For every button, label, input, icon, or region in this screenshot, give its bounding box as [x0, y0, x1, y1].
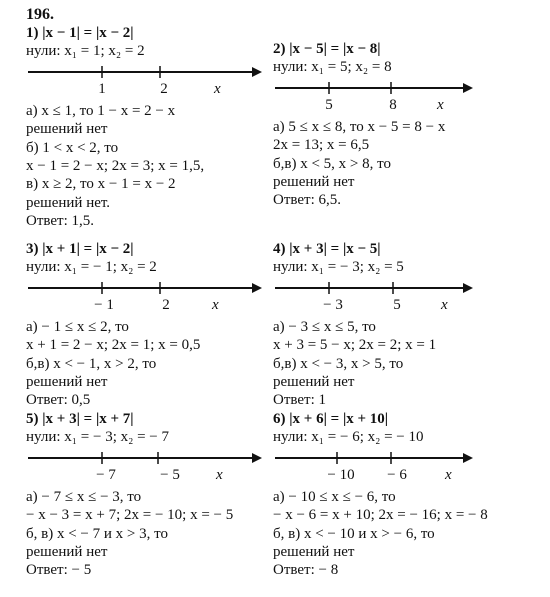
problem-4	[273, 240, 518, 410]
solution-line: а) − 3 ≤ x ≤ 5, то	[273, 318, 376, 335]
problem-1	[26, 24, 271, 231]
tick-label: − 1	[94, 296, 114, 313]
solution-line: решений нет	[26, 374, 108, 391]
zeros-line: нули: x₁ = − 1; x₂ = 2	[26, 259, 157, 276]
tick-label: − 3	[323, 296, 343, 313]
solution-line: а) − 1 ≤ x ≤ 2, то	[26, 318, 129, 335]
axis-var: x	[441, 296, 448, 313]
answer: Ответ: 6,5.	[273, 192, 342, 209]
answer: Ответ: − 5	[26, 562, 92, 579]
number-line	[26, 62, 266, 96]
tick-label: − 10	[327, 466, 355, 483]
solution-line: решений нет.	[26, 194, 111, 211]
equation: 2) |x − 5| = |x − 8|	[273, 41, 381, 57]
tick-label: 2	[162, 296, 170, 313]
answer: Ответ: 1	[273, 392, 327, 409]
tick-label: 2	[160, 80, 168, 97]
tick-label: 1	[98, 80, 106, 97]
axis-var: x	[212, 296, 219, 313]
axis-var: x	[216, 466, 223, 483]
solution-line: а) x ≤ 1, то 1 − x = 2 − x	[26, 102, 176, 119]
solution-line: решений нет	[26, 544, 108, 561]
equation: 5) |x + 3| = |x + 7|	[26, 411, 134, 427]
solution-line: а) − 7 ≤ x ≤ − 3, то	[26, 488, 142, 505]
problem-3	[26, 240, 271, 410]
axis-var: x	[445, 466, 452, 483]
equation: 6) |x + 6| = |x + 10|	[273, 411, 389, 427]
solution-line: x + 1 = 2 − x; 2x = 1; x = 0,5	[26, 337, 201, 354]
problem-5	[26, 410, 271, 580]
number-line	[26, 448, 266, 482]
solution-line: решений нет	[26, 121, 108, 138]
solution-line: в) x ≥ 2, то x − 1 = x − 2	[26, 176, 176, 193]
answer: Ответ: 0,5	[26, 392, 91, 409]
zeros-line: нули: x₁ = 5; x₂ = 8	[273, 59, 392, 76]
equation: 4) |x + 3| = |x − 5|	[273, 241, 381, 257]
zeros-line: нули: x₁ = 1; x₂ = 2	[26, 43, 145, 60]
axis-var: x	[214, 80, 221, 97]
zeros-line: нули: x₁ = − 6; x₂ = − 10	[273, 429, 424, 446]
solution-line: а) − 10 ≤ x ≤ − 6, то	[273, 488, 396, 505]
solution-line: б,в) x < 5, x > 8, то	[273, 155, 391, 172]
solution-line: − x − 3 = x + 7; 2x = − 10; x = − 5	[26, 507, 234, 524]
heading: 196.	[26, 6, 54, 23]
equation: 1) |x − 1| = |x − 2|	[26, 25, 134, 41]
solution-line: x − 1 = 2 − x; 2x = 3; x = 1,5,	[26, 158, 205, 175]
equation: 3) |x + 1| = |x − 2|	[26, 241, 134, 257]
tick-label: − 5	[160, 466, 180, 483]
tick-label: 8	[389, 96, 397, 113]
solution-line: решений нет	[273, 174, 355, 191]
solution-line: б, в) x < − 10 и x > − 6, то	[273, 525, 435, 542]
answer: Ответ: − 8	[273, 562, 339, 579]
solution-line: − x − 6 = x + 10; 2x = − 16; x = − 8	[273, 507, 488, 524]
number-line	[273, 78, 513, 112]
solution-line: б,в) x < − 3, x > 5, то	[273, 355, 404, 372]
solution-line: а) 5 ≤ x ≤ 8, то x − 5 = 8 − x	[273, 118, 446, 135]
tick-label: − 7	[96, 466, 116, 483]
tick-label: − 6	[387, 466, 407, 483]
number-line	[26, 278, 266, 312]
solution-line: б) 1 < x < 2, то	[26, 139, 119, 156]
number-line	[273, 448, 513, 482]
solution-line: решений нет	[273, 374, 355, 391]
solution-line: x + 3 = 5 − x; 2x = 2; x = 1	[273, 337, 437, 354]
zeros-line: нули: x₁ = − 3; x₂ = 5	[273, 259, 404, 276]
tick-label: 5	[393, 296, 401, 313]
solution-line: б, в) x < − 7 и x > 3, то	[26, 525, 168, 542]
solution-line: б,в) x < − 1, x > 2, то	[26, 355, 157, 372]
solution-line: 2x = 13; x = 6,5	[273, 137, 370, 154]
solution-line: решений нет	[273, 544, 355, 561]
axis-var: x	[437, 96, 444, 113]
problem-2	[273, 40, 518, 210]
answer: Ответ: 1,5.	[26, 213, 95, 230]
zeros-line: нули: x₁ = − 3; x₂ = − 7	[26, 429, 170, 446]
number-line	[273, 278, 513, 312]
problem-6	[273, 410, 518, 580]
tick-label: 5	[325, 96, 333, 113]
